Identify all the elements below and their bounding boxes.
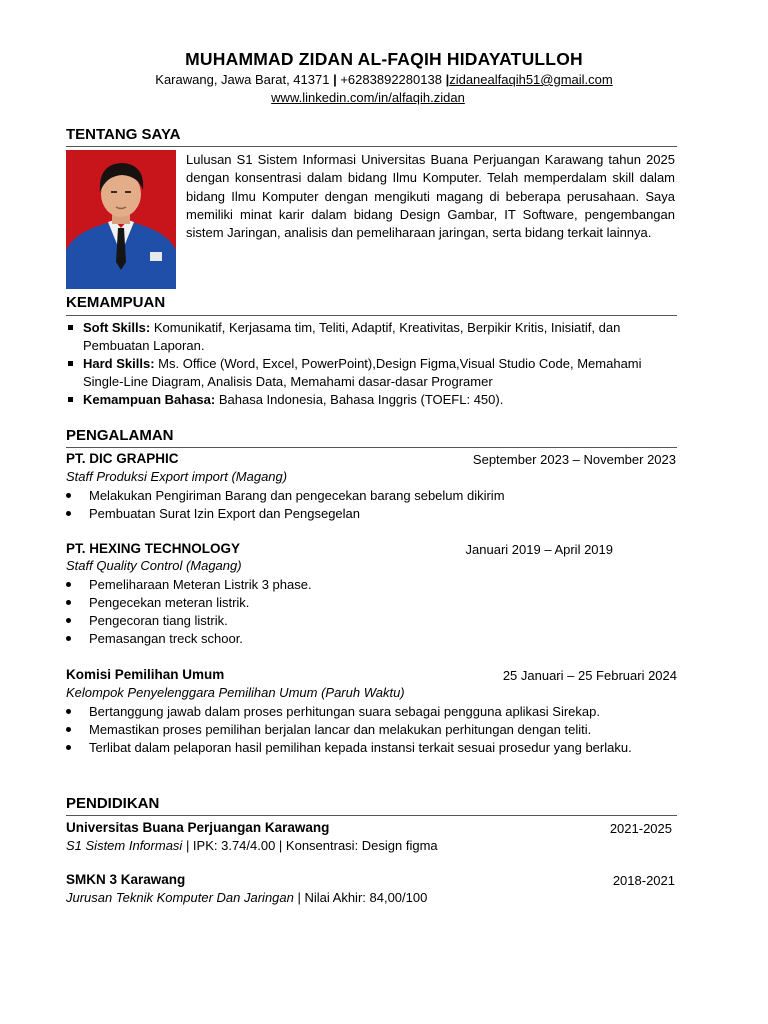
job-bullets	[66, 576, 677, 648]
bullet	[68, 325, 73, 330]
bullet-text: Bertanggung jawab dalam proses perhitungan suara sebagai pengguna aplikasi Sirekap.	[89, 704, 600, 719]
school-name: SMKN 3 Karawang	[66, 872, 186, 887]
bullet	[66, 582, 71, 587]
bullet	[66, 511, 71, 516]
section-divider	[66, 447, 677, 448]
job-role: Staff Produksi Export import (Magang)	[66, 469, 288, 484]
bullet-text: Pengecekan meteran listrik.	[89, 595, 250, 610]
bullet	[68, 397, 73, 402]
school-years: 2021-2025	[609, 821, 672, 836]
bullet-text: Memastikan proses pemilihan berjalan lancar dan melakukan perhitungan dengan teliti.	[89, 722, 592, 737]
bullet	[66, 709, 71, 714]
section-title-skills: KEMAMPUAN	[66, 294, 166, 311]
job-company: Komisi Pemilihan Umum	[66, 667, 225, 682]
skill-item	[66, 319, 677, 355]
section-divider	[66, 146, 677, 147]
bullet	[66, 636, 71, 641]
linkedin-link[interactable]: www.linkedin.com/in/alfaqih.zidan	[271, 90, 465, 105]
list-item	[66, 703, 677, 721]
job-role: Kelompok Penyelenggara Pemilihan Umum (Paruh Waktu)	[66, 685, 405, 700]
skill-label: Kemampuan Bahasa:	[83, 392, 216, 407]
job-date: September 2023 – November 2023	[472, 452, 676, 467]
school-major: S1 Sistem Informasi	[66, 838, 183, 853]
skill-text: Bahasa Indonesia, Bahasa Inggris (TOEFL: 450).	[218, 392, 504, 407]
list-item	[66, 576, 677, 594]
school-years: 2018-2021	[612, 873, 675, 888]
bullet-text: Pemasangan treck schoor.	[89, 631, 243, 646]
job-company: PT. HEXING TECHNOLOGY	[66, 541, 241, 556]
list-item	[66, 612, 677, 630]
job-bullets	[66, 487, 677, 523]
job-role: Staff Quality Control (Magang)	[66, 558, 242, 573]
bullet-text: Terlibat dalam pelaporan hasil pemilihan kepada instansi terkait sesuai prosedur yang berlaku.	[89, 740, 632, 755]
skill-item	[66, 355, 677, 391]
section-divider	[66, 815, 677, 816]
job-date: Januari 2019 – April 2019	[465, 542, 613, 557]
section-divider	[66, 315, 677, 316]
bullet	[66, 745, 71, 750]
location: Karawang, Jawa Barat, 41371	[155, 72, 330, 87]
school-extra: | IPK: 3.74/4.00 | Konsentrasi: Design figma	[182, 838, 438, 853]
profile-photo	[66, 150, 176, 289]
candidate-name: MUHAMMAD ZIDAN AL-FAQIH HIDAYATULLOH	[185, 49, 583, 69]
separator: |	[333, 72, 337, 87]
job-date: 25 Januari – 25 Februari 2024	[502, 668, 677, 683]
skills-list	[66, 319, 677, 409]
list-item	[66, 594, 677, 612]
job-bullets	[66, 703, 677, 757]
bullet-text: Pembuatan Surat Izin Export dan Pengsegelan	[89, 506, 361, 521]
bullet	[66, 727, 71, 732]
skill-label: Hard Skills:	[83, 356, 155, 371]
school-detail	[66, 838, 438, 853]
section-title-about: TENTANG SAYA	[66, 126, 181, 143]
list-item	[66, 721, 677, 739]
list-item	[66, 505, 677, 523]
separator: |	[445, 72, 450, 87]
bullet-text: Melakukan Pengiriman Barang dan pengecekan barang sebelum dikirim	[89, 488, 505, 503]
bullet	[66, 618, 71, 623]
phone: +6283892280138	[340, 72, 442, 87]
skill-text: Komunikatif, Kerjasama tim, Teliti, Adaptif, Kreativitas, Berpikir Kritis, Inisiatif, dan Pembuatan Laporan.	[83, 320, 621, 353]
list-item	[66, 487, 677, 505]
skill-text: Ms. Office (Word, Excel, PowerPoint),Design Figma,Visual Studio Code, Memahami Single-Line Diagram, Analisis Data, Memahami dasar-dasar Programer	[83, 356, 642, 389]
section-title-education: PENDIDIKAN	[66, 795, 160, 812]
bullet-text: Pengecoran tiang listrik.	[89, 613, 228, 628]
email-link[interactable]: zidanealfaqih51@gmail.com	[449, 72, 613, 87]
list-item	[66, 739, 677, 757]
about-text: Lulusan S1 Sistem Informasi Universitas Buana Perjuangan Karawang tahun 2025 dengan konsentrasi dalam bidang Ilmu Komputer. Telah memperdalam skill dalam bidang Ilmu Komputer dengan mengikuti magang di beberapa perusahaan. Saya memiliki minat karir dalam bidang Design Gambar, IT Software, pengembangan sistem Jaringan, analisis dan pemeliharaan jaringan, serta bidang terkait lainnya.	[186, 152, 675, 241]
school-extra: | Nilai Akhir: 84,00/100	[293, 890, 428, 905]
bullet	[68, 361, 73, 366]
bullet	[66, 493, 71, 498]
school-detail	[66, 890, 427, 905]
contact-line	[0, 72, 768, 87]
job-company: PT. DIC GRAPHIC	[66, 451, 179, 466]
bullet	[66, 600, 71, 605]
list-item	[66, 630, 677, 648]
school-major: Jurusan Teknik Komputer Dan Jaringan	[66, 890, 294, 905]
skill-item	[66, 391, 677, 409]
section-title-experience: PENGALAMAN	[66, 427, 174, 444]
school-name: Universitas Buana Perjuangan Karawang	[66, 820, 330, 835]
bullet-text: Pemeliharaan Meteran Listrik 3 phase.	[89, 577, 312, 592]
skill-label: Soft Skills:	[83, 320, 151, 335]
